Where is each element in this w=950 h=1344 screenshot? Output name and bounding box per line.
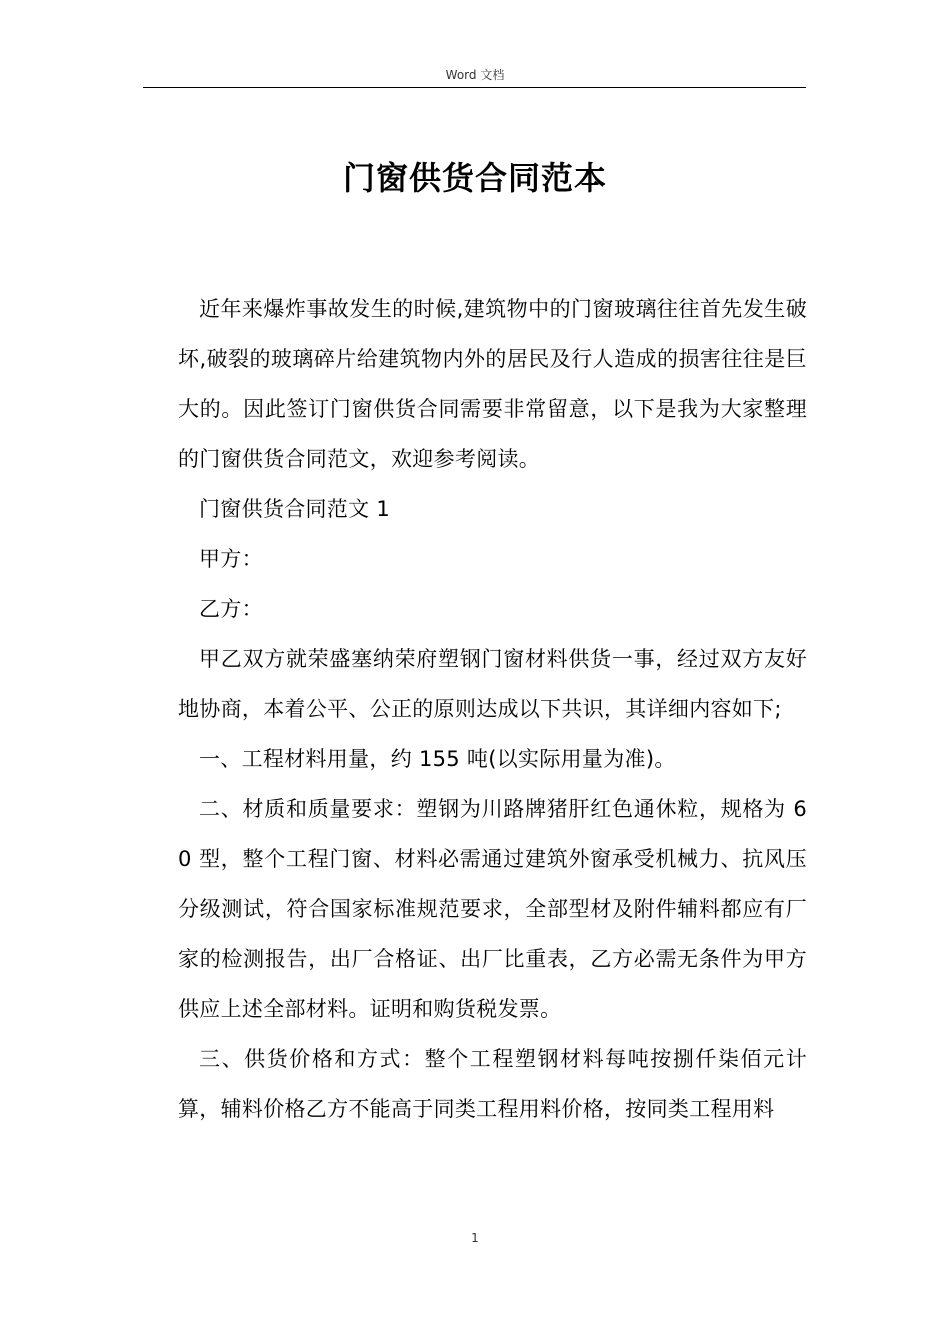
paragraph-clause-1: 一、工程材料用量，约 155 吨(以实际用量为准)。: [199, 747, 676, 771]
paragraph-agreement: 甲乙双方就荣盛塞纳荣府塑钢门窗材料供货一事，经过双方友好地协商，本着公平、公正的原则达成以下共识，其详细内容如下;: [178, 647, 807, 721]
paragraph-clause-2: 二、材质和质量要求：塑钢为川路牌猪肝红色通休粒，规格为 60 型，整个工程门窗、材料必需通过建筑外窗承受机械力、抗风压分级测试，符合国家标准规范要求，全部型材及附件辅料都应有厂家的检测报告，出厂合格证、出厂比重表，乙方必需无条件为甲方供应上述全部材料。证明和购货税发票。: [178, 797, 807, 1021]
paragraph-clause-3: 三、供货价格和方式：整个工程塑钢材料每吨按捌仟柒佰元计算，辅料价格乙方不能高于同类工程用料价格，按同类工程用料: [178, 1047, 807, 1121]
paragraph-section-heading: 门窗供货合同范文 1: [199, 497, 391, 521]
page-number: 1: [471, 1231, 479, 1245]
paragraph-party-b: 乙方：: [199, 597, 263, 621]
document-title: 门窗供货合同范本: [342, 159, 607, 197]
header-divider: [143, 87, 806, 88]
document-body: [178, 284, 807, 1134]
paragraph-intro: 近年来爆炸事故发生的时候,建筑物中的门窗玻璃往往首先发生破坏,破裂的玻璃碎片给建筑物内外的居民及行人造成的损害往往是巨大的。因此签订门窗供货合同需要非常留意，以下是我为大家整理的门窗供货合同范文，欢迎参考阅读。: [178, 297, 807, 471]
paragraph-party-a: 甲方：: [199, 547, 263, 571]
page-header: Word 文档: [445, 68, 505, 82]
